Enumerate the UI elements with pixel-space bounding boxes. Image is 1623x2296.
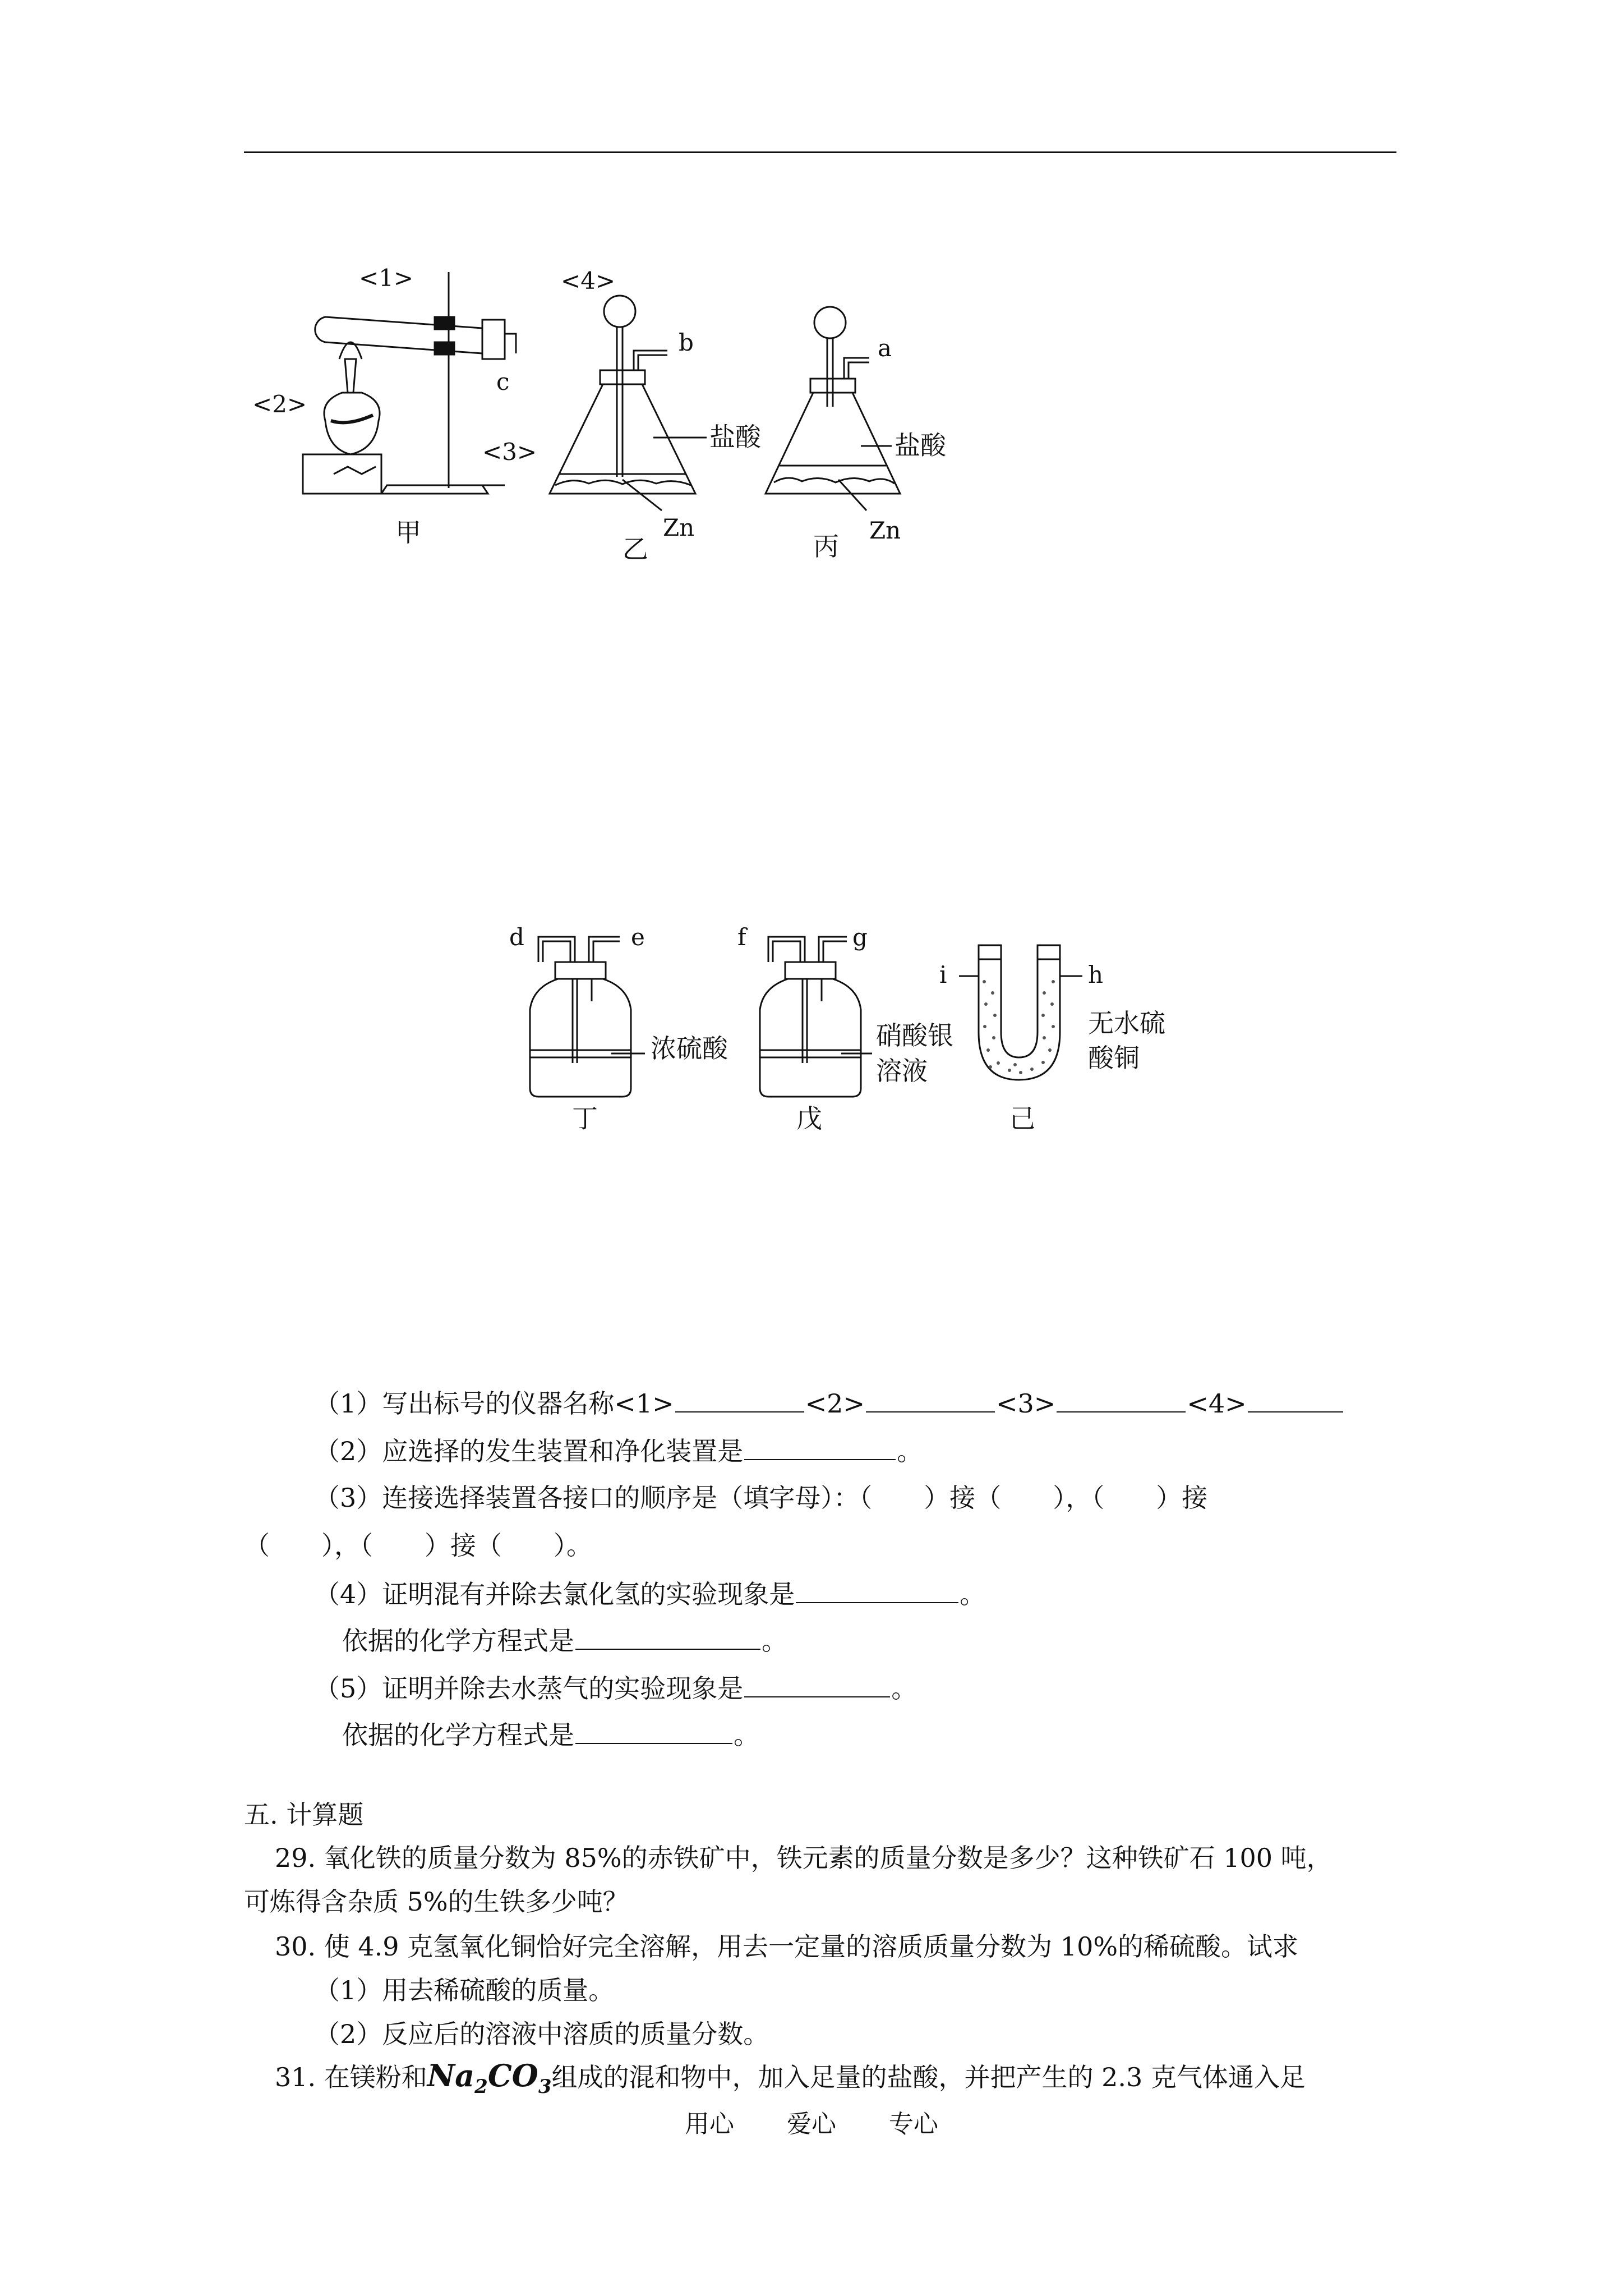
question-30: 30. 使 4.9 克氢氧化铜恰好完全溶解，用去一定量的溶质质量分数为 10%的稀硫酸。试求 (275, 1931, 1299, 1962)
label-port-c: c (496, 368, 510, 395)
question-30-part-2: （2）反应后的溶液中溶质的质量分数。 (314, 2019, 769, 2049)
label-anhydrous-cuso4-2: 酸铜 (1088, 1043, 1140, 1073)
label-port-h: h (1088, 961, 1104, 988)
label-apparatus-ding: 丁 (572, 1103, 598, 1134)
answer-blank-1-2[interactable] (866, 1386, 995, 1412)
label-zn-bing: Zn (869, 517, 901, 544)
question-2: （2）应选择的发生装置和净化装置是 。 (314, 1433, 923, 1468)
question-4-equation: 依据的化学方程式是 。 (342, 1623, 787, 1658)
answer-blank-1-4[interactable] (1248, 1386, 1343, 1412)
label-apparatus-ji: 己 (1009, 1103, 1035, 1134)
footer-text-1: 用心 (685, 2110, 734, 2138)
answer-blank-2[interactable] (744, 1433, 896, 1460)
label-port-d: d (509, 923, 524, 951)
apparatus-figure-bottom (499, 920, 1200, 1144)
question-1: （1）写出标号的仪器名称<1> <2> <3> <4> (314, 1386, 1344, 1420)
question-29-line-2: 可炼得含杂质 5%的生铁多少吨？ (244, 1887, 629, 1917)
page-footer (0, 2104, 1623, 2139)
question-3-line-1: （3）连接选择装置各接口的顺序是（填字母）：（ ）接（ ），（ ）接 (314, 1483, 1208, 1513)
label-apparatus-jia: 甲 (395, 517, 421, 547)
answer-blank-5-2[interactable] (575, 1717, 732, 1744)
label-instrument-4: <4> (561, 267, 616, 295)
label-silver-nitrate-1: 硝酸银 (876, 1020, 953, 1051)
answer-blank-1-3[interactable] (1057, 1386, 1186, 1412)
label-apparatus-bing: 丙 (813, 531, 839, 562)
label-conc-sulfuric-acid: 浓硫酸 (651, 1033, 728, 1064)
label-port-f: f (737, 923, 746, 951)
label-instrument-3: <3> (482, 438, 537, 466)
label-port-g: g (852, 923, 868, 951)
question-31: 31. 在镁粉和$Na_2CO_3$组成的混和物中，加入足量的盐酸，并把产生的 2.3 克气体通入足 (275, 2058, 1306, 2098)
question-30-part-1: （1）用去稀硫酸的质量。 (314, 1975, 615, 2005)
label-apparatus-yi: 乙 (623, 534, 648, 564)
label-hcl-bing: 盐酸 (895, 430, 946, 461)
label-port-b: b (679, 329, 694, 356)
apparatus-figure-top (236, 258, 981, 572)
formula-sodium-carbonate: $Na_2CO_3$ (427, 2058, 552, 2098)
answer-blank-1-1[interactable] (675, 1386, 804, 1412)
footer-text-3: 专心 (889, 2110, 938, 2138)
label-zn-yi: Zn (663, 514, 695, 541)
label-port-a: a (878, 334, 892, 362)
label-anhydrous-cuso4-1: 无水硫 (1088, 1008, 1165, 1038)
label-port-e: e (631, 923, 645, 951)
section-5-title: 五. 计算题 (244, 1800, 364, 1830)
label-silver-nitrate-2: 溶液 (876, 1056, 928, 1086)
label-instrument-2: <2> (252, 390, 307, 418)
footer-text-2: 爱心 (787, 2110, 836, 2138)
question-4: （4）证明混有并除去氯化氢的实验现象是 。 (314, 1576, 985, 1611)
label-port-i: i (939, 961, 947, 988)
header-rule (244, 151, 1396, 153)
answer-blank-5-1[interactable] (744, 1671, 890, 1697)
question-5: （5）证明并除去水蒸气的实验现象是 。 (314, 1671, 917, 1705)
question-29-line-1: 29. 氧化铁的质量分数为 85%的赤铁矿中，铁元素的质量分数是多少？这种铁矿石 100 吨， (275, 1843, 1332, 1873)
answer-blank-4-2[interactable] (575, 1623, 760, 1650)
answer-blank-4-1[interactable] (796, 1576, 958, 1603)
question-5-equation: 依据的化学方程式是 。 (342, 1717, 759, 1752)
label-apparatus-wu: 戊 (796, 1103, 822, 1134)
label-hcl-yi: 盐酸 (709, 422, 761, 452)
question-3-line-2: （ ），（ ）接（ ）。 (244, 1530, 592, 1561)
label-instrument-1: <1> (359, 264, 414, 292)
